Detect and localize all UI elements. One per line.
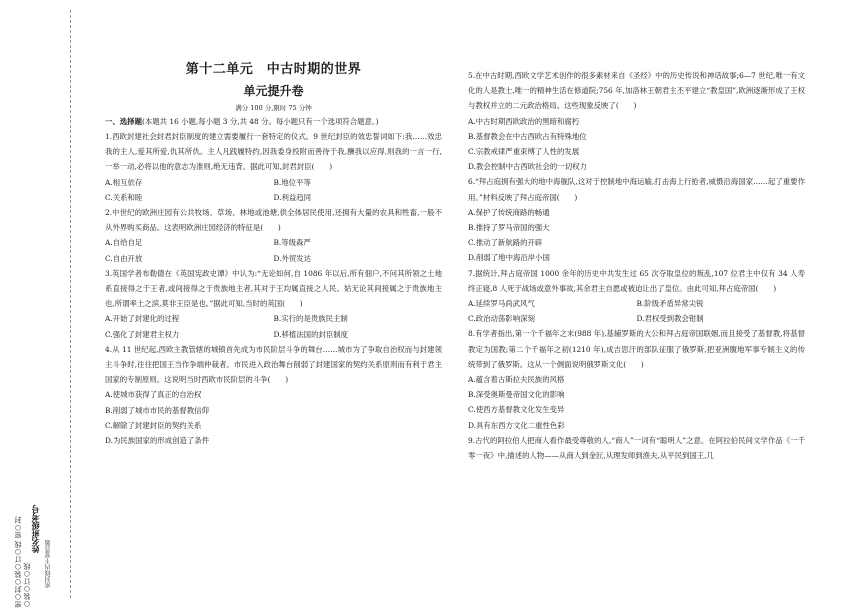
question-text: 8.有学者指出,第一个千福年之末(988 年),基辅罗斯的大公和拜占庭帝国联姻,而且接受了基督教,将基督教定为国教;第二个千福年之初(1210 年),成吉思汗的部队征服了俄罗斯,把亚洲腹地军事专制主义的传统带到了俄罗斯。这从一个侧面说明俄罗斯文化( ) <box>468 329 805 369</box>
question-text: 1.西欧封建社会封君封臣制度的建立需要履行一套特定的仪式。9 世纪封臣的效忠誓词如下:我……效忠我的主人,爱其所爱,仇其所仇。主人凡践履特约,因我委身投附而善待于我,酬我以应得,则我的一言一行,一举一动,必将以他的意志为准则,绝无违背。据此可知,封君封臣( ) <box>105 132 442 172</box>
answer-options <box>105 175 442 205</box>
answer-options <box>468 114 805 175</box>
answer-option[interactable]: C.解除了封建封臣的契约关系 <box>105 420 202 430</box>
answer-options <box>105 235 442 265</box>
answer-option[interactable]: C.使西方基督教文化发生变异 <box>468 405 565 415</box>
question-text: 7.据统计,拜占庭帝国 1000 余年的历史中共发生过 65 次夺取皇位的叛乱,107 位君主中仅有 34 人寿终正寝,8 人死于战场或意外事故,其余君主自愿或被迫让出了皇位。由此可知,拜占庭帝国( ) <box>468 268 805 293</box>
question-item <box>468 68 805 174</box>
answer-option[interactable]: B.等级森严 <box>273 238 311 248</box>
answer-option[interactable]: A.中古时期西欧政治的黑暗和腐朽 <box>468 116 580 126</box>
question-text: 5.在中古时期,西欧文学艺术创作的很多素材来自《圣经》中的历史传说和神话故事;6—7 世纪,唯一有文化的人是教士,唯一的精神生活在修道院;756 年,加洛林王朝君主丕平建立“教皇国”,欧洲逐渐形成了王权与教权并立的二元政治格局。这些现象反映了( ) <box>468 71 805 111</box>
answer-options <box>468 296 805 326</box>
answer-option[interactable]: D.利益趋同 <box>273 192 312 202</box>
page-subtitle: 单元提升卷 <box>243 84 304 98</box>
answer-option[interactable]: C.推动了新航路的开辟 <box>468 238 543 248</box>
answer-option[interactable]: B.阶级矛盾异常尖锐 <box>636 299 704 309</box>
question-text: 6.“拜占庭拥有强大的地中海舰队,这对于控制地中海运输,打击海上行抢者,威慑沿海国家……起了重要作用。”材料反映了拜占庭帝国( ) <box>468 177 805 202</box>
answer-option[interactable]: B.推持了罗马帝国的强大 <box>468 223 550 233</box>
section-title: 一、选择题 <box>105 117 142 126</box>
answer-options <box>468 372 805 433</box>
left-column <box>105 60 442 448</box>
answer-options <box>105 311 442 341</box>
score-time-info: 满分 100 分,限时 75 分钟 <box>235 104 312 112</box>
name-class-id-label: 姓名班级考号 <box>31 505 40 553</box>
no-answer-notice: 密封线内不要答题 <box>45 540 52 588</box>
section-desc: (本题共 16 小题,每小题 3 分,共 48 分。每小题只有一个选项符合题意。) <box>141 117 379 126</box>
answer-option[interactable]: D.移植法国的封臣制度 <box>273 329 349 339</box>
answer-option[interactable]: C.宗教戒律严重束缚了人性的发展 <box>468 147 580 157</box>
answer-option[interactable]: C.自由开放 <box>105 253 143 263</box>
question-item <box>105 205 442 266</box>
answer-option[interactable]: D.具有东西方文化二重性色彩 <box>468 420 565 430</box>
answer-option[interactable]: C.政治动荡影响深刻 <box>468 314 535 324</box>
answer-option[interactable]: D.外贸发达 <box>273 253 312 263</box>
answer-option[interactable]: D.削弱了地中海沿岸小国 <box>468 253 550 263</box>
answer-option[interactable]: B.削弱了城市市民的基督教信仰 <box>105 405 209 415</box>
question-item <box>468 326 805 432</box>
answer-option[interactable]: A.使城市获得了真正的自治权 <box>105 390 202 400</box>
answer-option[interactable]: A.自给自足 <box>105 238 143 248</box>
seal-line-marks: 密○封○装○订○线 密○封○装○订○线 <box>14 516 31 608</box>
question-text: 4.从 11 世纪起,西欧主教管辖的城镇首先成为市民阶层斗争的舞台……城市为了争取自治权而与封建领主斗争时,往往把国王当作争端仲裁者。市民进入政治舞台削弱了封建国家的契约关系原则而有利于君主国家的专制原则。这说明当时西欧市民阶层的斗争( ) <box>105 344 442 385</box>
question-item <box>105 266 442 342</box>
binding-dashed-line <box>70 10 71 598</box>
answer-option[interactable]: B.实行的是贵族民主制 <box>273 314 348 324</box>
answer-option[interactable]: B.地位平等 <box>273 177 311 187</box>
right-column <box>468 68 805 463</box>
section-heading <box>105 114 442 129</box>
answer-option[interactable]: C.关系和睦 <box>105 192 143 202</box>
question-text: 3.英国学者布勒德在《英国宪政史谭》中认为:“无论如何,自 1086 年以后,所有佃户,不问其所领之土地系直接得之于王者,或间接得之于贵族地主者,其对于王均属直接之人民。姑无论其间接属之于贵族地主也,所谓率土之滨,莫非王臣是也。”据此可知,当时的英国( ) <box>105 268 442 309</box>
answer-options <box>105 387 442 448</box>
question-item <box>105 129 442 205</box>
question-item <box>105 342 442 448</box>
answer-option[interactable]: A.开始了封建化的过程 <box>105 314 180 324</box>
page-title: 第十二单元 中古时期的世界 <box>185 62 362 77</box>
answer-option[interactable]: B.深受奥斯曼帝国文化的影响 <box>468 390 565 400</box>
answer-option[interactable]: A.蕴含着古斯拉夫民族的风格 <box>468 375 565 385</box>
question-item <box>468 433 805 463</box>
answer-option[interactable]: D.君权受到教会钳制 <box>636 314 704 324</box>
answer-option[interactable]: D.为民族国家的形成创造了条件 <box>105 436 210 446</box>
answer-options <box>468 205 805 266</box>
answer-option[interactable]: A.保护了传统商路的畅通 <box>468 207 550 217</box>
question-list-right <box>468 68 805 463</box>
question-text: 2.中世纪的欧洲庄园有公共牧场、草场、林地或池塘,供全体居民使用,还拥有大量的农具和牲畜,一般不从外界购买商品。这表明欧洲庄园经济的特征是( ) <box>105 208 442 233</box>
question-text: 9.古代的阿拉伯人把商人看作最受尊敬的人,“商人”一词有“聪明人”之意。在阿拉伯民间文学作品《一千零一夜》中,描述的人物——从商人到金匠,从理发师到渔夫,从平民到国王,几 <box>468 435 805 461</box>
question-list-left <box>105 129 442 448</box>
answer-option[interactable]: A.相互依存 <box>105 177 143 187</box>
answer-option[interactable]: C.强化了封建君主权力 <box>105 329 180 339</box>
answer-option[interactable]: D.教会控制中古西欧社会的一切权力 <box>468 162 587 172</box>
answer-option[interactable]: A.延续罗马尚武风气 <box>468 299 535 309</box>
question-item <box>468 266 805 327</box>
answer-option[interactable]: B.基督教会在中古西欧占有特殊地位 <box>468 131 587 141</box>
question-item <box>468 174 805 265</box>
